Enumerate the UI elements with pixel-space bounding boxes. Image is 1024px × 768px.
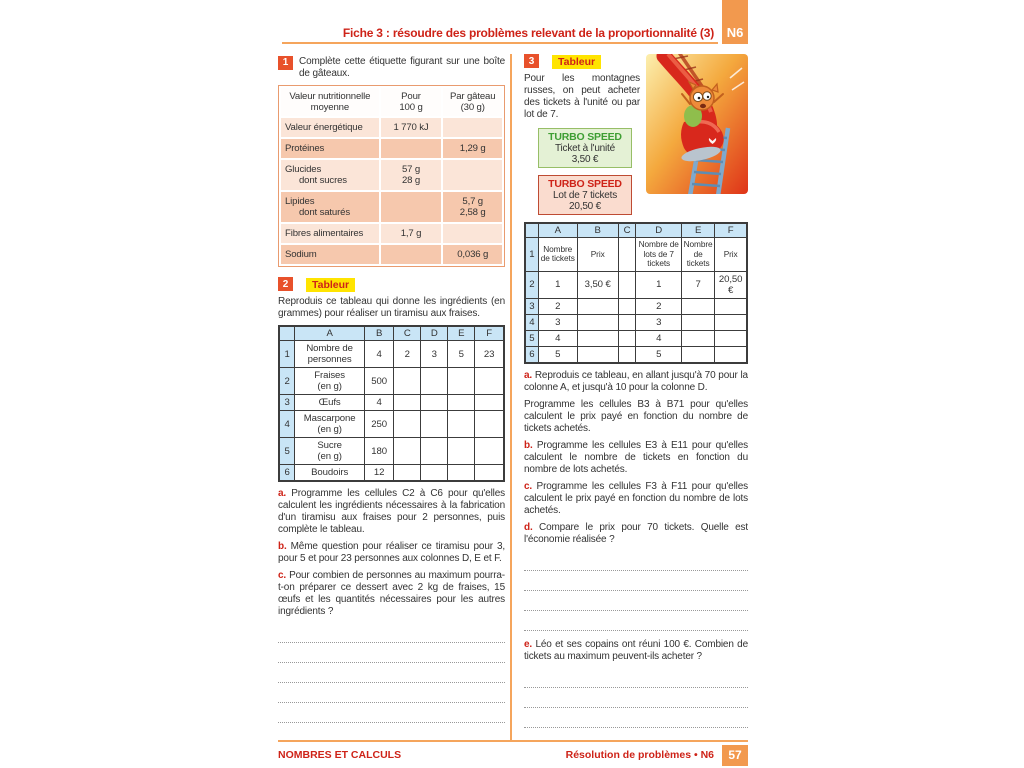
exercise3-question-a2: Programme les cellules B3 à B71 pour qu'elles calculent le prix payé en fonction du nombre de tickets achetés. [524,398,748,434]
spreadsheet-col-header: A [538,223,577,238]
spreadsheet-col-header: F [475,326,504,341]
spreadsheet-cell [421,438,448,465]
spreadsheet-row-number: 4 [279,411,295,438]
spreadsheet-cell [475,395,504,411]
spreadsheet-col-header: C [618,223,636,238]
spreadsheet-row-number: 1 [279,341,295,368]
answer-line [524,611,748,631]
spreadsheet-row [279,341,504,368]
spreadsheet-cell: 4 [538,330,577,346]
spreadsheet-col-header: D [636,223,682,238]
exercise3-question-b: b. Programme les cellules E3 à E11 pour qu'elles calculent le nombre de tickets en fonction du nombre de lots achetés. [524,439,748,475]
answer-line [524,728,748,740]
spreadsheet-col-header: A [295,326,365,341]
spreadsheet-row [525,298,747,314]
nutrition-value-cell [381,139,442,158]
spreadsheet-row [279,395,504,411]
footer-domain-label: NOMBRES ET CALCULS [278,749,402,761]
exercise2-tag: Tableur [306,278,355,292]
ticket-lot-price: 20,50 € [569,201,601,212]
spreadsheet-cell: 4 [365,395,394,411]
nutrition-row [281,224,502,243]
spreadsheet-cell: Nombre de tickets [681,238,714,272]
spreadsheet-cell: 1 [636,271,682,298]
spreadsheet-cell [618,271,636,298]
nutrition-label-cell: Lipides dont saturés [281,192,379,222]
ticket-lot-label [538,175,632,215]
spreadsheet-cell: 7 [681,271,714,298]
exercise1-number-badge: 1 [278,56,293,70]
spreadsheet-cell [715,314,747,330]
nutrition-value-cell: 1,29 g [443,139,502,158]
nutrition-value-cell: 5,7 g 2,58 g [443,192,502,222]
spreadsheet-cell [421,368,448,395]
nutrition-value-cell [381,245,442,264]
spreadsheet-cell [618,314,636,330]
spreadsheet-cell [681,330,714,346]
spreadsheet-column-letters [525,223,747,238]
exercise3-question-a: a. Reproduis ce tableau, en allant jusqu'à 70 pour la colonne A, et jusqu'à 10 pour la colonne D. [524,369,748,393]
spreadsheet-cell: 5 [636,346,682,363]
nutrition-table [278,85,505,267]
spreadsheet-cell [577,314,618,330]
spreadsheet-cell [618,346,636,363]
spreadsheet-row-number: 2 [525,271,538,298]
ticket-unit-price: 3,50 € [571,154,599,165]
spreadsheet-row-number: 2 [279,368,295,395]
roller-coaster-illustration [646,54,748,194]
spreadsheet-cell [577,298,618,314]
spreadsheet-cell [577,346,618,363]
nutrition-label-cell: Fibres alimentaires [281,224,379,243]
nutrition-value-cell [443,224,502,243]
answer-line [524,591,748,611]
nutrition-col-header: Valeur nutritionnelle moyenne [281,88,379,116]
spreadsheet-row [525,314,747,330]
nutrition-row [281,118,502,137]
spreadsheet-cell [475,438,504,465]
nutrition-row [281,192,502,222]
spreadsheet-cell: Sucre (en g) [295,438,365,465]
exercise2-question-b: b. Même question pour réaliser ce tiramisu pour 3, pour 5 et pour 23 personnes aux colonnes D, E et F. [278,541,505,564]
answer-line [524,551,748,571]
header-rule [282,42,718,44]
spreadsheet-cell [448,395,475,411]
answer-line [278,623,505,643]
spreadsheet-cell: 4 [365,341,394,368]
spreadsheet-tickets [524,222,748,364]
spreadsheet-col-header: F [715,223,747,238]
spreadsheet-cell [448,438,475,465]
ticket-unit-label [538,128,632,168]
spreadsheet-cell [421,465,448,482]
spreadsheet-cell: 5 [538,346,577,363]
spreadsheet-row [525,330,747,346]
nutrition-label-cell: Protéines [281,139,379,158]
spreadsheet-cell [475,411,504,438]
exercise3-number-badge: 3 [524,54,539,68]
spreadsheet-col-header: E [448,326,475,341]
spreadsheet-cell [577,330,618,346]
spreadsheet-corner-cell [279,326,295,341]
spreadsheet-cell: 3,50 € [577,271,618,298]
answer-line [524,688,748,708]
spreadsheet-cell [421,395,448,411]
answer-line [278,643,505,663]
spreadsheet-column-letters [279,326,504,341]
spreadsheet-col-header: B [577,223,618,238]
spreadsheet-cell [715,346,747,363]
nutrition-row [281,139,502,158]
spreadsheet-col-header: B [365,326,394,341]
exercise2-header [278,277,505,292]
spreadsheet-row [279,368,504,395]
spreadsheet-cell: Nombre de personnes [295,341,365,368]
spreadsheet-row-number: 1 [525,238,538,272]
spreadsheet-cell [618,238,636,272]
spreadsheet-cell: 2 [636,298,682,314]
spreadsheet-cell [448,368,475,395]
spreadsheet-row [525,346,747,363]
exercise2-question-a: a. Programme les cellules C2 à C6 pour qu'elles calculent les ingrédients nécessaires à la fabrication d'un tiramisu aux fraises pour 2 personnes, puis complète le tableau. [278,488,505,535]
spreadsheet-cell: 5 [448,341,475,368]
spreadsheet-cell [448,465,475,482]
spreadsheet-cell: 3 [538,314,577,330]
ticket-unit-title: TURBO SPEED [548,131,622,143]
nutrition-value-cell: 0,036 g [443,245,502,264]
exercise3-question-e: e. Léo et ses copains ont réuni 100 €. Combien de tickets au maximum peuvent-ils acheter ? [524,638,748,662]
answer-line [524,708,748,728]
page-footer [278,740,748,768]
spreadsheet-row-number: 6 [279,465,295,482]
nutrition-value-cell: 1,7 g [381,224,442,243]
answer-line [278,683,505,703]
spreadsheet-row-number: 5 [279,438,295,465]
nutrition-header-row [281,88,502,116]
spreadsheet-cell [681,346,714,363]
nutrition-label-cell: Sodium [281,245,379,264]
spreadsheet-col-header: C [394,326,421,341]
nutrition-col-header: Par gâteau (30 g) [443,88,502,116]
spreadsheet-cell: 2 [538,298,577,314]
exercise2-question-c: c. Pour combien de personnes au maximum pourra-t-on préparer ce dessert avec 2 kg de fraises, 15 œufs et les quantités nécessaires pour les autres ingrédients ? [278,570,505,617]
spreadsheet-cell: 20,50 € [715,271,747,298]
exercise3-header [524,54,640,69]
exercise1-intro-text: Complète cette étiquette figurant sur une boîte de gâteaux. [299,56,505,79]
spreadsheet-cell [394,438,421,465]
spreadsheet-row-number: 3 [279,395,295,411]
footer-section-text: Résolution de problèmes • N6 [565,749,714,761]
nutrition-col-header: Pour 100 g [381,88,442,116]
exercise2-intro: Reproduis ce tableau qui donne les ingrédients (en grammes) pour réaliser un tiramisu aux fraises. [278,296,505,319]
spreadsheet-row [279,465,504,482]
answer-line [278,663,505,683]
spreadsheet-row-number: 5 [525,330,538,346]
nutrition-value-cell: 57 g 28 g [381,160,442,190]
spreadsheet-col-header: D [421,326,448,341]
spreadsheet-cell: Mascarpone (en g) [295,411,365,438]
spreadsheet-corner-cell [525,223,538,238]
answer-line [524,668,748,688]
spreadsheet-cell [715,330,747,346]
exercise2-number-badge: 2 [278,277,293,291]
roller-coaster-image [646,54,748,194]
spreadsheet-cell: Boudoirs [295,465,365,482]
spreadsheet-col-header: E [681,223,714,238]
spreadsheet-cell: 1 [538,271,577,298]
ticket-lot-title: TURBO SPEED [548,178,622,190]
exercise3-question-d: d. Compare le prix pour 70 tickets. Quelle est l'économie réalisée ? [524,521,748,545]
spreadsheet-cell: 500 [365,368,394,395]
spreadsheet-row-number: 6 [525,346,538,363]
nutrition-value-cell [443,118,502,137]
spreadsheet-cell [448,411,475,438]
nutrition-label-cell: Valeur énergétique [281,118,379,137]
spreadsheet-cell: 2 [394,341,421,368]
spreadsheet-cell: 180 [365,438,394,465]
spreadsheet-tiramisu [278,325,505,482]
spreadsheet-row [525,271,747,298]
spreadsheet-row-number: 3 [525,298,538,314]
ticket-unit-desc: Ticket à l'unité [554,143,616,154]
nutrition-row [281,245,502,264]
spreadsheet-cell: Fraises (en g) [295,368,365,395]
nutrition-value-cell [381,192,442,222]
spreadsheet-cell: 12 [365,465,394,482]
left-column [278,54,505,740]
level-badge: N6 [722,0,748,44]
spreadsheet-cell: 3 [421,341,448,368]
spreadsheet-cell: 4 [636,330,682,346]
answer-line [278,703,505,723]
spreadsheet-cell: Prix [715,238,747,272]
spreadsheet-cell [421,411,448,438]
spreadsheet-cell [475,368,504,395]
page-header [278,0,748,44]
spreadsheet-cell: 23 [475,341,504,368]
spreadsheet-cell: 3 [636,314,682,330]
right-column [510,54,748,740]
spreadsheet-cell [681,314,714,330]
page-title: Fiche 3 : résoudre des problèmes relevant de la proportionnalité (3) [342,26,714,40]
spreadsheet-cell [681,298,714,314]
nutrition-value-cell [443,160,502,190]
footer-section-label [566,745,748,766]
spreadsheet-cell [618,330,636,346]
spreadsheet-cell [394,395,421,411]
spreadsheet-cell [715,298,747,314]
page-content [278,0,748,768]
spreadsheet-cell [394,465,421,482]
exercise3-intro: Pour les montagnes russes, on peut acheter des tickets à l'unité ou par lot de 7. [524,73,640,120]
spreadsheet-cell: 250 [365,411,394,438]
two-column-layout [278,44,748,740]
nutrition-row [281,160,502,190]
ticket-lot-desc: Lot de 7 tickets [552,190,618,201]
exercise1-intro [278,56,505,80]
spreadsheet-cell [394,411,421,438]
nutrition-value-cell: 1 770 kJ [381,118,442,137]
spreadsheet-cell [394,368,421,395]
exercise3-question-c: c. Programme les cellules F3 à F11 pour qu'elles calculent le prix payé en fonction du nombre de lots achetés. [524,480,748,516]
spreadsheet-cell: Nombre de lots de 7 tickets [636,238,682,272]
spreadsheet-cell: Œufs [295,395,365,411]
spreadsheet-cell [618,298,636,314]
spreadsheet-cell: Prix [577,238,618,272]
spreadsheet-cell [475,465,504,482]
spreadsheet-row [279,438,504,465]
exercise3-tag: Tableur [552,55,601,69]
page-number: 57 [722,745,748,766]
answer-line [524,571,748,591]
spreadsheet-row [279,411,504,438]
spreadsheet-cell: Nombre de tickets [538,238,577,272]
spreadsheet-row [525,238,747,272]
spreadsheet-row-number: 4 [525,314,538,330]
nutrition-label-cell: Glucides dont sucres [281,160,379,190]
